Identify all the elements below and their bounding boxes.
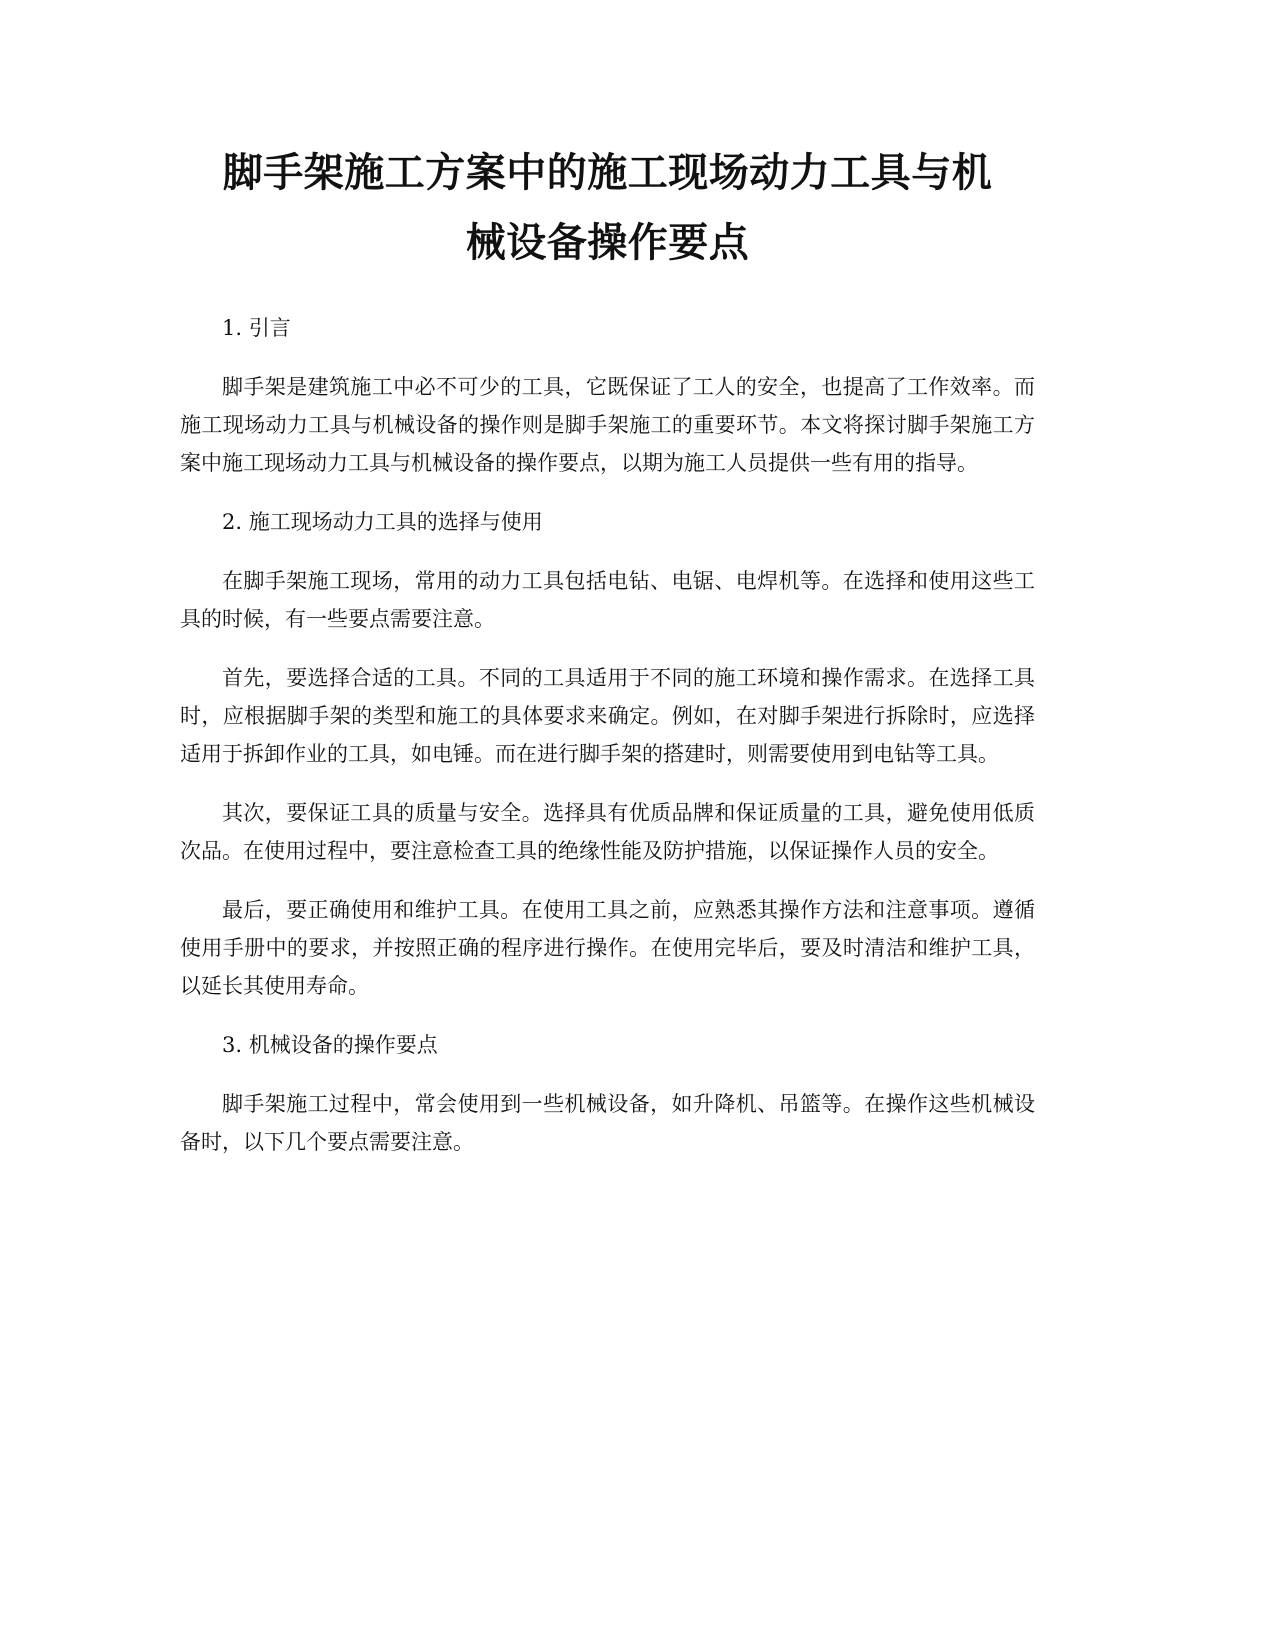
paragraph: 脚手架是建筑施工中必不可少的工具，它既保证了工人的安全，也提高了工作效率。而施工现场动力工具与机械设备的操作则是脚手架施工的重要环节。本文将探讨脚手架施工方案中施工现场动力工具与机械设备的操作要点，以期为施工人员提供一些有用的指导。 [180,375,1035,475]
document-title [180,138,1035,278]
section-heading-intro: 1. 引言 [222,316,291,340]
paragraph: 最后，要正确使用和维护工具。在使用工具之前，应熟悉其操作方法和注意事项。遵循使用手册中的要求，并按照正确的程序进行操作。在使用完毕后，要及时清洁和维护工具，以延长其使用寿命。 [180,898,1035,998]
paragraph: 首先，要选择合适的工具。不同的工具适用于不同的施工环境和操作需求。在选择工具时，应根据脚手架的类型和施工的具体要求来确定。例如，在对脚手架进行拆除时，应选择适用于拆卸作业的工具，如电锤。而在进行脚手架的搭建时，则需要使用到电钻等工具。 [180,666,1035,766]
title-line-1: 脚手架施工方案中的施工现场动力工具与机 [222,150,993,196]
paragraph: 其次，要保证工具的质量与安全。选择具有优质品牌和保证质量的工具，避免使用低质次品。在使用过程中，要注意检查工具的绝缘性能及防护措施，以保证操作人员的安全。 [180,801,1035,863]
paragraph: 脚手架施工过程中，常会使用到一些机械设备，如升降机、吊篮等。在操作这些机械设备时，以下几个要点需要注意。 [180,1092,1035,1154]
section-heading-machinery: 3. 机械设备的操作要点 [222,1033,438,1057]
title-line-2: 械设备操作要点 [465,220,750,266]
section-heading-power-tools: 2. 施工现场动力工具的选择与使用 [222,510,543,534]
document-page [180,138,1035,1161]
paragraph: 在脚手架施工现场，常用的动力工具包括电钻、电锯、电焊机等。在选择和使用这些工具的时候，有一些要点需要注意。 [180,569,1035,631]
